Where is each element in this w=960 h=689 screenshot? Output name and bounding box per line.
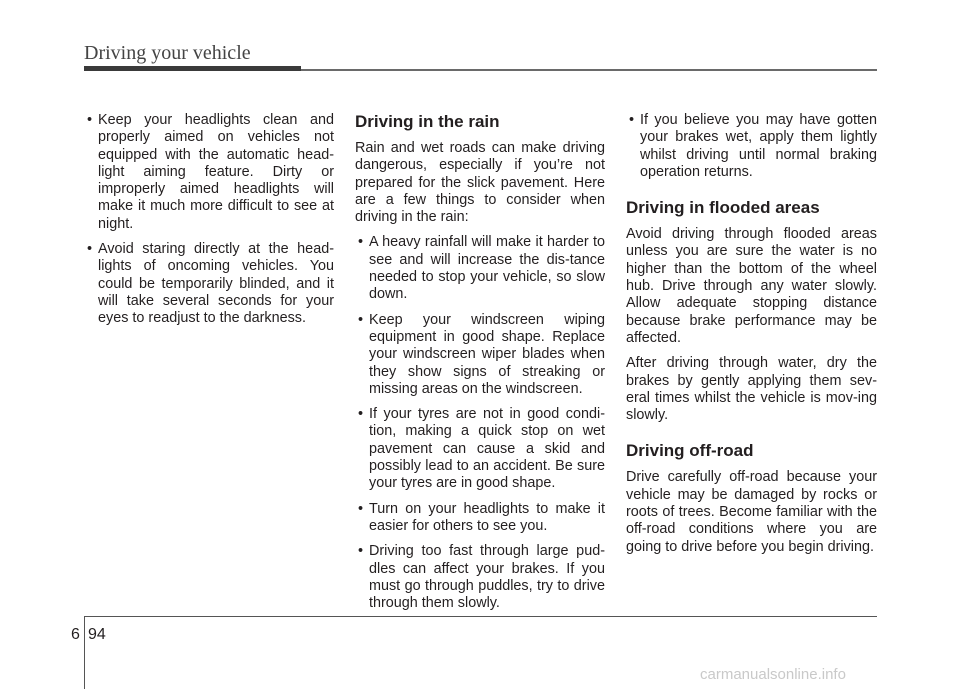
offroad-paragraph: Drive carefully off-road because your vehicle may be damaged by rocks or roots of trees. Become familiar with the off-road conditions where you are going to drive before you begin driving. <box>626 469 877 555</box>
footer-divider <box>84 616 85 689</box>
rain-tips-list <box>355 234 605 612</box>
header-rule-thick <box>84 66 301 71</box>
list-item: • Keep your headlights clean and properly aimed on vehicles not equipped with the automatic head-light aiming feature. Dirty or improperly aimed headlights will make it much more difficult to see at night. <box>84 112 334 233</box>
column-left <box>84 112 334 336</box>
column-middle <box>355 112 605 620</box>
header-rule-thin <box>301 69 877 71</box>
flooded-paragraph-2: After driving through water, dry the brakes by gently applying them sev-eral times whilst the vehicle is mov-ing slowly. <box>626 355 877 424</box>
list-item: • A heavy rainfall will make it harder to see and will increase the dis-tance needed to stop your vehicle, so slow down. <box>355 234 605 303</box>
section-title: Driving your vehicle <box>84 42 251 64</box>
list-item: • Driving too fast through large pud-dles can affect your brakes. If you must go through puddles, try to drive through them slowly. <box>355 543 605 612</box>
list-item: • Avoid staring directly at the head-lights of oncoming vehicles. You could be temporarily blinded, and it will take several seconds for your eyes to readjust to the darkness. <box>84 241 334 327</box>
headlight-tips-list <box>84 112 334 328</box>
rain-intro: Rain and wet roads can make driving dangerous, especially if you’re not prepared for the slick pavement. Here are a few things to consider when driving in the rain: <box>355 140 605 226</box>
flooded-heading: Driving in flooded areas <box>626 198 820 218</box>
flooded-paragraph-1: Avoid driving through flooded areas unless you are sure the water is no higher than the bottom of the wheel hub. Drive through any water slowly. Allow adequate stopping distance because brake performance may be affected. <box>626 226 877 346</box>
column-right <box>626 112 877 564</box>
watermark: carmanualsonline.info <box>700 666 846 683</box>
list-item: • Turn on your headlights to make it easier for others to see you. <box>355 501 605 536</box>
footer-rule <box>84 616 877 617</box>
list-item: • If you believe you may have gotten your brakes wet, apply them lightly whilst driving until normal braking operation returns. <box>626 112 877 181</box>
wet-brakes-list <box>626 112 877 181</box>
rain-heading: Driving in the rain <box>355 112 500 131</box>
list-item: • If your tyres are not in good condi-tion, making a quick stop on wet pavement can cause a skid and possibly lead to an accident. Be sure your tyres are in good shape. <box>355 406 605 492</box>
offroad-heading: Driving off-road <box>626 441 754 461</box>
page-number: 94 <box>88 626 106 643</box>
list-item: • Keep your windscreen wiping equipment in good shape. Replace your windscreen wiper blades when they show signs of streaking or missing areas on the windscreen. <box>355 312 605 398</box>
chapter-number: 6 <box>71 626 80 643</box>
